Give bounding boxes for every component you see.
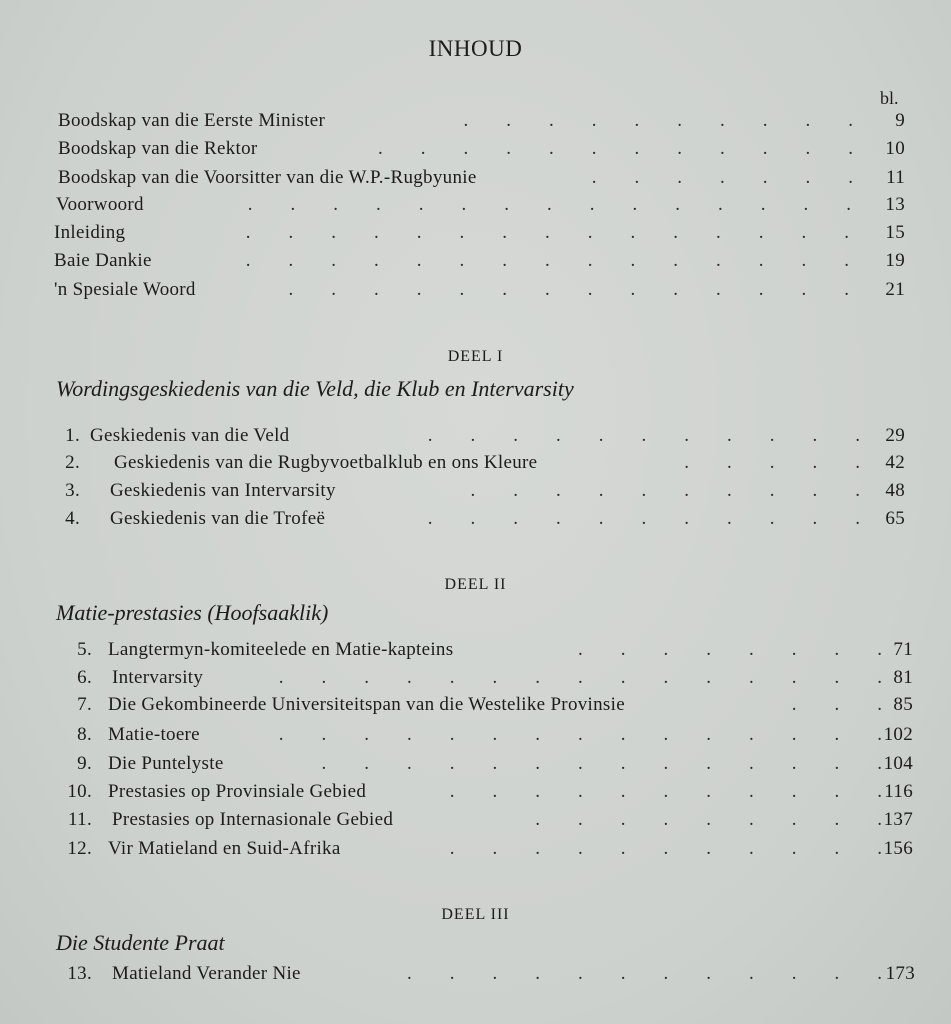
toc-entry-number: 10.	[67, 781, 92, 802]
toc-entry-10	[52, 781, 913, 807]
toc-entry-label: Boodskap van die Eerste Minister	[58, 110, 326, 131]
leader-dots: . . . . . . . . . . .	[427, 508, 860, 529]
toc-entry-page: 156	[883, 838, 913, 859]
toc-entry-label: Langtermyn-komiteelede en Matie-kapteins	[108, 639, 454, 660]
toc-entry-page: 13	[885, 194, 905, 215]
leader-dots: . . . . . . . .	[578, 639, 882, 660]
toc-entry-page: 85	[893, 694, 913, 715]
part-heading-1: DEEL I	[447, 348, 504, 365]
toc-entry-page: 21	[885, 279, 905, 300]
toc-entry-label: Inleiding	[54, 222, 126, 243]
leader-dots: . . . . . . . . .	[535, 809, 882, 830]
toc-entry-page: 173	[885, 963, 915, 984]
toc-entry-page: 10	[885, 138, 905, 159]
toc-entry-page: 48	[885, 480, 905, 501]
toc-entry-label: Geskiedenis van die Trofeë	[110, 508, 326, 529]
toc-entry-number: 8.	[77, 724, 92, 745]
toc-entry-front-4	[56, 194, 905, 220]
leader-dots: . . . . . . . . . .	[470, 480, 860, 501]
leader-dots: . . . . . . . . . .	[463, 110, 853, 131]
toc-entry-page: 137	[883, 809, 913, 830]
toc-entry-front-2	[58, 138, 905, 164]
toc-entry-front-6	[54, 250, 905, 276]
leader-dots: . . . . . . . . . . . . . .	[321, 753, 882, 774]
leader-dots: . . . . . . . . . . .	[427, 425, 860, 446]
toc-entry-label: Die Gekombineerde Universiteitspan van die Westelike Provinsie	[108, 694, 625, 715]
leader-dots: . . . . . . . . . . . . . .	[288, 279, 849, 300]
toc-entry-number: 12.	[67, 838, 92, 859]
toc-entry-7	[52, 694, 913, 720]
leader-dots: . . . . . . . . . . .	[449, 838, 882, 859]
leader-dots: . . . . . . .	[591, 167, 853, 188]
toc-entry-12	[52, 838, 913, 864]
toc-entry-number: 4.	[65, 508, 80, 529]
toc-entry-label: Geskiedenis van die Rugbyvoetbalklub en ons Kleure	[114, 452, 538, 473]
toc-entry-page: 29	[885, 425, 905, 446]
toc-entry-number: 5.	[77, 639, 92, 660]
toc-entry-9	[52, 753, 913, 779]
page-column-label: bl.	[880, 88, 899, 108]
leader-dots: . . . . . . . . . . . . . . .	[245, 222, 849, 243]
toc-entry-page: 102	[883, 724, 913, 745]
leader-dots: . . . . . . . . . . . . . . .	[278, 724, 882, 745]
toc-entry-front-5	[54, 222, 905, 248]
toc-entry-label: Vir Matieland en Suid-Afrika	[108, 838, 341, 859]
leader-dots: . . . . . . . . . . . .	[407, 963, 882, 984]
toc-entry-front-3	[58, 167, 905, 193]
toc-entry-page: 65	[885, 508, 905, 529]
part-title-2: Matie-prestasies (Hoofsaaklik)	[56, 600, 329, 625]
toc-entry-1	[40, 425, 905, 451]
toc-entry-label: Die Puntelyste	[108, 753, 224, 774]
toc-entry-6	[52, 667, 913, 693]
leader-dots: . . . . . . . . . . .	[449, 781, 882, 802]
toc-entry-2	[40, 452, 905, 478]
toc-entry-4	[40, 508, 905, 534]
leader-dots: . . . . . . . . . . . . . . .	[278, 667, 882, 688]
toc-entry-number: 13.	[67, 963, 92, 984]
toc-entry-number: 7.	[77, 694, 92, 715]
toc-entry-number: 11.	[68, 809, 92, 830]
toc-entry-number: 2.	[65, 452, 80, 473]
toc-entry-number: 1.	[65, 425, 80, 446]
leader-dots: . . . . .	[684, 452, 860, 473]
toc-entry-page: 71	[893, 639, 913, 660]
toc-entry-label: Prestasies op Internasionale Gebied	[112, 809, 394, 830]
toc-entry-page: 81	[893, 667, 913, 688]
toc-entry-label: Intervarsity	[112, 667, 204, 688]
toc-entry-page: 19	[885, 250, 905, 271]
toc-entry-13	[52, 963, 915, 989]
part-heading-2: DEEL II	[444, 576, 507, 593]
toc-entry-front-1	[58, 110, 905, 136]
toc-entry-front-7	[54, 279, 905, 305]
toc-entry-page: 11	[886, 167, 905, 188]
toc-entry-label: Boodskap van die Voorsitter van die W.P.-Rugbyunie	[58, 167, 477, 188]
leader-dots: . . . . . . . . . . . . . . .	[245, 250, 849, 271]
toc-entry-8	[52, 724, 913, 750]
toc-entry-page: 42	[885, 452, 905, 473]
toc-entry-label: Voorwoord	[56, 194, 144, 215]
toc-entry-label: Prestasies op Provinsiale Gebied	[108, 781, 367, 802]
toc-entry-page: 116	[884, 781, 913, 802]
toc-entry-label: 'n Spesiale Woord	[54, 279, 196, 300]
toc-entry-label: Matieland Verander Nie	[112, 963, 301, 984]
toc-entry-5	[52, 639, 913, 665]
toc-entry-label: Matie-toere	[108, 724, 200, 745]
page-title: INHOUD	[428, 36, 523, 61]
toc-entry-number: 9.	[77, 753, 92, 774]
toc-entry-number: 6.	[77, 667, 92, 688]
leader-dots: . . .	[791, 694, 882, 715]
toc-entry-11	[52, 809, 913, 835]
part-heading-3: DEEL III	[441, 906, 510, 923]
toc-entry-label: Geskiedenis van die Veld	[90, 425, 290, 446]
toc-entry-page: 104	[883, 753, 913, 774]
part-title-3: Die Studente Praat	[56, 930, 225, 955]
part-title-1: Wordingsgeskiedenis van die Veld, die Klub en Intervarsity	[56, 376, 574, 401]
leader-dots: . . . . . . . . . . . .	[378, 138, 853, 159]
toc-entry-label: Baie Dankie	[54, 250, 152, 271]
toc-entry-label: Boodskap van die Rektor	[58, 138, 258, 159]
toc-entry-number: 3.	[65, 480, 80, 501]
toc-entry-3	[40, 480, 905, 506]
leader-dots: . . . . . . . . . . . . . . .	[247, 194, 851, 215]
toc-entry-page: 9	[895, 110, 905, 131]
toc-entry-page: 15	[885, 222, 905, 243]
toc-entry-label: Geskiedenis van Intervarsity	[110, 480, 336, 501]
